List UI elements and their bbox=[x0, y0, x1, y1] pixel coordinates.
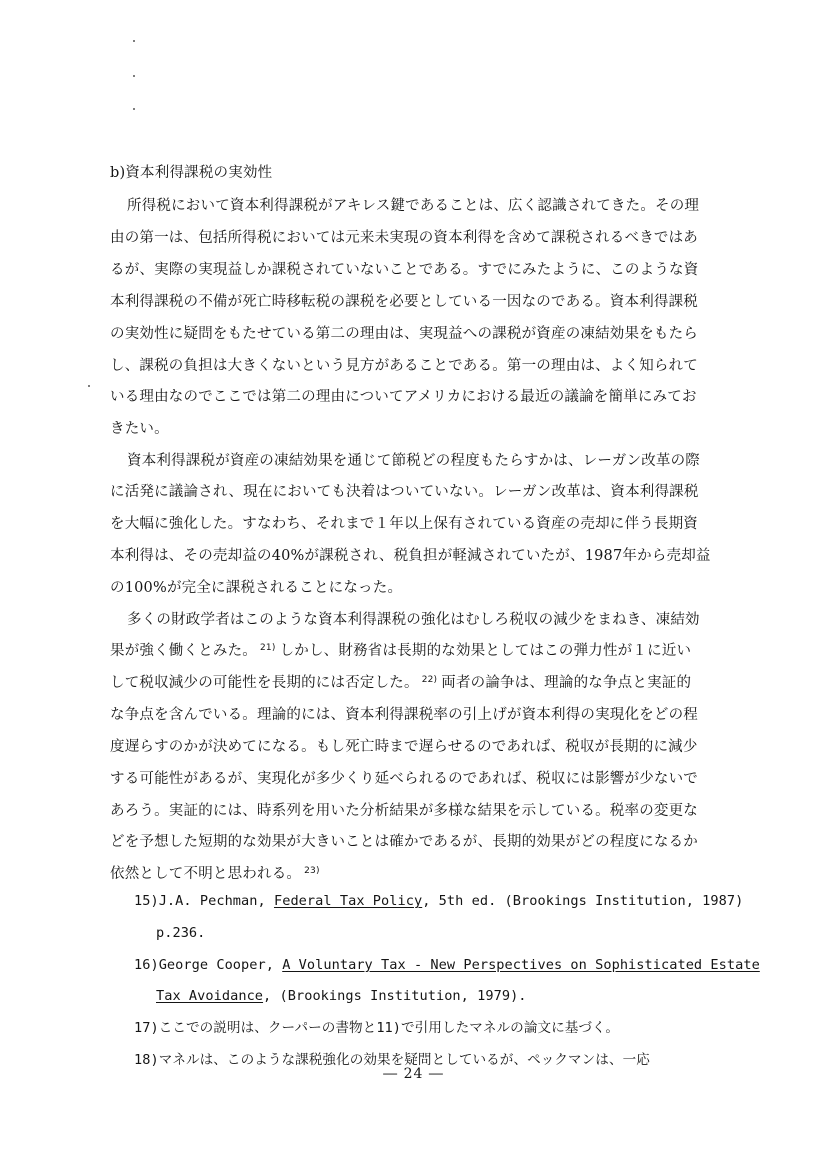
paragraph-line: に活発に議論され、現在においても決着はついていない。レーガン改革は、資本利得課税 bbox=[110, 484, 699, 500]
paragraph-line: あろう。実証的には、時系列を用いた分析結果が多様な結果を示している。税率の変更な bbox=[110, 803, 698, 819]
paragraph-line: な争点を含んでいる。理論的には、資本利得課税率の引上げが資本利得の実現化をどの程 bbox=[110, 707, 698, 723]
paragraph-line: どを予想した短期的な効果が大きいことは確かであるが、長期的効果がどの程度になるか bbox=[110, 834, 698, 850]
footnote-author: George Cooper, bbox=[158, 957, 283, 973]
footnote-reference[interactable]: 23) bbox=[304, 866, 320, 876]
paragraph-text: して税収減少の可能性を長期的には否定した。 bbox=[110, 675, 419, 691]
footnote-17: 17)ここでの説明は、クーパーの書物と11)で引用したマネルの論文に基づく。 bbox=[134, 1020, 620, 1036]
footnote-number: 16) bbox=[134, 957, 159, 973]
footnote-15-page: p.236. bbox=[156, 925, 206, 941]
footnote-number: 15) bbox=[134, 893, 159, 909]
scan-speck bbox=[133, 75, 135, 77]
footnote-reference[interactable]: 21) bbox=[260, 643, 276, 653]
paragraph-text: 依然として不明と思われる。 bbox=[110, 866, 302, 882]
scan-speck bbox=[133, 40, 135, 42]
section-heading: b)資本利得課税の実効性 bbox=[110, 165, 273, 181]
paragraph-line: し、課税の負担は大きくないという見方があることである。第一の理由は、よく知られて bbox=[110, 358, 698, 374]
paragraph-line: 本利得は、その売却益の40%が課税され、税負担が軽減されていたが、1987年から売却益 bbox=[110, 548, 711, 564]
scan-speck bbox=[133, 108, 135, 110]
paragraph-line: 多くの財政学者はこのような資本利得課税の強化はむしろ税収の減少をまねき、凍結効 bbox=[127, 612, 700, 628]
footnote-citation: , (Brookings Institution, 1979). bbox=[263, 988, 527, 1004]
footnote-title: Tax Avoidance bbox=[156, 988, 264, 1004]
footnote-citation: , 5th ed. (Brookings Institution, 1987) bbox=[422, 893, 744, 909]
footnote-author: J.A. Pechman, bbox=[158, 893, 274, 909]
paragraph-line: の100%が完全に課税されることになった。 bbox=[110, 580, 403, 596]
paragraph-line: るが、実際の実現益しか課税されていないことである。すでにみたように、このような資 bbox=[110, 262, 699, 278]
paragraph-line: 資本利得課税が資産の凍結効果を通じて節税どの程度もたらすかは、レーガン改革の際 bbox=[127, 453, 701, 469]
footnote-reference[interactable]: 22) bbox=[421, 675, 438, 685]
footnote-title: A Voluntary Tax - New Perspectives on Sophisticated Estate bbox=[282, 957, 760, 973]
footnote-title: Federal Tax Policy bbox=[273, 893, 423, 909]
paragraph-line: 由の第一は、包括所得税においては元来未実現の資本利得を含めて課税されるべきではあ bbox=[110, 230, 698, 246]
footnote-16 bbox=[134, 955, 760, 975]
paragraph-line: の実効性に疑問をもたせている第二の理由は、実現益への課税が資産の凍結効果をもたら bbox=[110, 326, 698, 342]
paragraph-line: 度遅らすのかが決めてになる。もし死亡時まで遅らせるのであれば、税収が長期的に減少 bbox=[110, 739, 698, 755]
paragraph-line: する可能性があるが、実現化が多少くり延べられるのであれば、税収には影響が少ないで bbox=[110, 771, 698, 787]
footnote-15 bbox=[134, 891, 743, 911]
paragraph-line: を大幅に強化した。すなわち、それまで１年以上保有されている資産の売却に伴う長期資 bbox=[110, 516, 698, 532]
paragraph-text: 両者の論争は、理論的な争点と実証的 bbox=[441, 675, 692, 691]
paragraph-line: きたい。 bbox=[110, 421, 169, 437]
page-number: ― 24 ― bbox=[383, 1066, 444, 1082]
paragraph-line: 所得税において資本利得課税がアキレス鍵であることは、広く認識されてきた。その理 bbox=[127, 198, 700, 214]
scan-speck bbox=[88, 385, 90, 387]
paragraph-line bbox=[110, 864, 324, 886]
paragraph-line bbox=[110, 641, 691, 663]
paragraph-line: いる理由なのでここでは第二の理由についてアメリカにおける最近の議論を簡単にみてお bbox=[110, 389, 697, 405]
paragraph-line bbox=[110, 673, 691, 695]
footnote-16-continued bbox=[156, 986, 527, 1006]
paragraph-line: 本利得課税の不備が死亡時移転税の課税を必要としている一因なのである。資本利得課税 bbox=[110, 294, 698, 310]
paragraph-text: 果が強く働くとみた。 bbox=[110, 643, 257, 659]
paragraph-text: しかし、財務省は長期的な効果としてはこの弾力性が１に近い bbox=[279, 643, 692, 659]
footnote-18: 18)マネルは、このような課税強化の効果を疑問としているが、ペックマンは、一応 bbox=[134, 1052, 650, 1068]
